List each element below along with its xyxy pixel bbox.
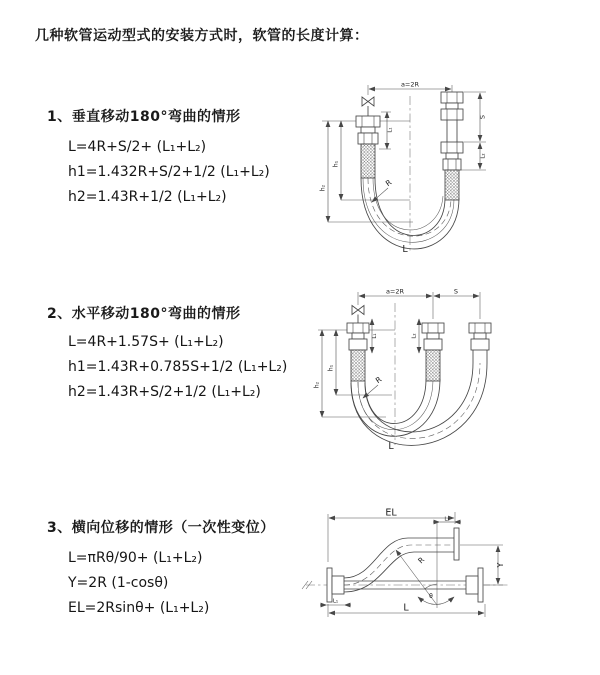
upper-right-flange: [454, 528, 459, 560]
section-3-formula-Y: Y=2R (1-cosθ): [68, 575, 169, 591]
dimension-lines: [320, 512, 503, 617]
middle-union-fitting: [422, 323, 444, 381]
dim-label-el: EL: [385, 507, 397, 519]
dim-label-stroke: S: [453, 287, 459, 296]
dim-label-h1: h₁: [327, 364, 335, 372]
dim-label-l1: L₁: [372, 333, 378, 339]
braided-hose-left: [361, 144, 375, 178]
diagram-vertical-180-bend: [310, 72, 500, 258]
dim-label-h2: h₂: [313, 381, 321, 389]
braided-hose-left: [351, 350, 365, 381]
section-1-formula-L: L=4R+S/2+ (L₁+L₂): [68, 139, 207, 155]
diagram-lateral-offset: [298, 498, 513, 628]
dim-label-span: a=2R: [400, 80, 420, 89]
dim-label-l2: L₂: [411, 333, 418, 339]
right-flange: [466, 568, 483, 602]
hose-curves: [351, 363, 487, 445]
section-2-heading: 2、水平移动180°弯曲的情形: [47, 306, 241, 322]
label-theta: θ: [429, 593, 433, 600]
dim-label-h1: h₁: [332, 160, 340, 168]
right-union-fitting: [469, 323, 491, 363]
diagram-horizontal-180-bend: [308, 283, 508, 453]
dim-label-l1: L₁: [387, 127, 394, 133]
section-2-formula-h2: h2=1.43R+S/2+1/2 (L₁+L₂): [68, 384, 261, 400]
dim-label-length: L: [403, 602, 409, 614]
label-radius: R: [373, 374, 384, 386]
section-3-formula-EL: EL=2Rsinθ+ (L₁+L₂): [68, 600, 210, 616]
dim-label-y: Y: [496, 562, 505, 568]
section-2-formula-L: L=4R+1.57S+ (L₁+L₂): [68, 334, 224, 350]
valve-icon: [362, 97, 374, 116]
dim-label-span: a=2R: [385, 287, 405, 296]
section-1-formula-h1: h1=1.432R+S/2+1/2 (L₁+L₂): [68, 164, 270, 180]
dim-label-h2: h₂: [319, 184, 327, 192]
label-radius: R: [416, 555, 427, 566]
label-length: L: [388, 441, 394, 452]
page-title: 几种软管运动型式的安装方式时，软管的长度计算：: [35, 28, 369, 44]
braided-hose-right: [445, 170, 459, 200]
braided-hose-middle: [426, 350, 440, 381]
section-1-formula-h2: h2=1.43R+1/2 (L₁+L₂): [68, 189, 227, 205]
valve-icon: [352, 306, 364, 324]
section-1-heading: 1、垂直移动180°弯曲的情形: [47, 109, 241, 125]
dim-label-l2: L₂: [480, 153, 487, 159]
left-flange: [327, 568, 344, 602]
label-radius: R: [383, 177, 394, 189]
construction-lines: [396, 522, 454, 608]
section-2-formula-h1: h1=1.43R+0.785S+1/2 (L₁+L₂): [68, 359, 288, 375]
section-3-heading: 3、横向位移的情形（一次性变位）: [47, 520, 275, 536]
dimension-lines: [328, 85, 486, 222]
section-3-formula-L: L=πRθ/90+ (L₁+L₂): [68, 550, 203, 566]
dimension-lines: [322, 292, 480, 417]
dim-label-stroke: S: [478, 114, 487, 120]
left-union-fitting: [347, 323, 369, 381]
left-union-fitting: [356, 116, 380, 178]
right-union-fitting: [441, 92, 463, 200]
dim-label-l2: L₂: [444, 516, 450, 523]
dim-label-l1: L₁: [332, 598, 339, 605]
label-length: L: [402, 244, 408, 255]
s-curve-hose: [344, 538, 454, 592]
diagram-1-labels: [320, 81, 487, 256]
